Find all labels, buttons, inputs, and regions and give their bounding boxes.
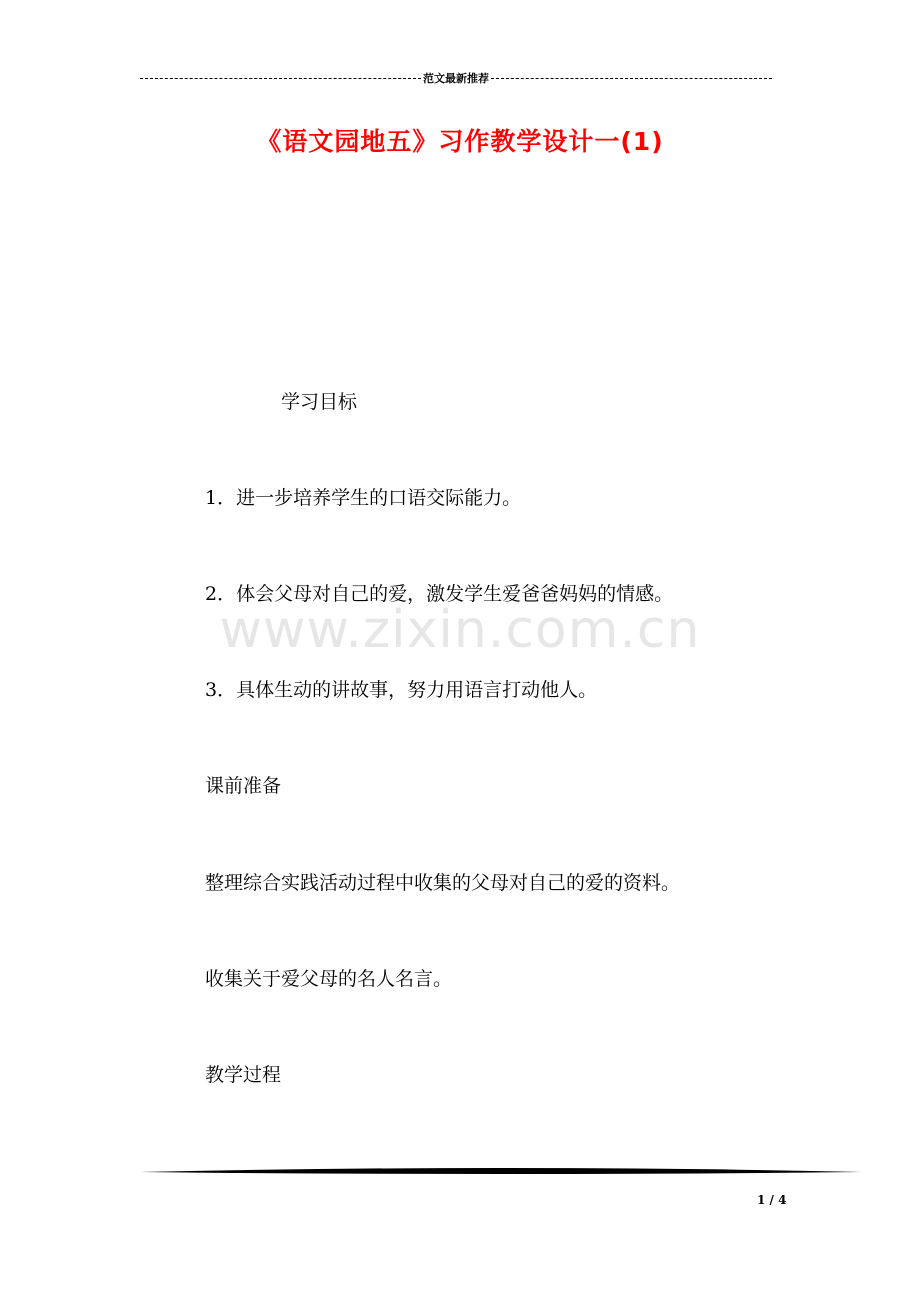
- paragraph-learning-goals: 学习目标: [281, 391, 358, 413]
- watermark: www.zixin.com.cn: [219, 600, 701, 660]
- header-dash-right: [491, 78, 772, 79]
- paragraph-preparation-1: 整理综合实践活动过程中收集的父母对自己的爱的资料。: [205, 872, 681, 894]
- paragraph-process-heading: 教学过程: [205, 1064, 282, 1086]
- paragraph-preparation-2: 收集关于爱父母的名人名言。: [205, 968, 453, 990]
- header-dash-left: [140, 78, 421, 79]
- header-label: 范文最新推荐: [423, 72, 489, 85]
- paragraph-goal-2: 2．体会父母对自己的爱，激发学生爱爸爸妈妈的情感。: [205, 583, 674, 605]
- paragraph-goal-1: 1．进一步培养学生的口语交际能力。: [205, 487, 522, 509]
- footer-divider: [140, 1165, 862, 1179]
- document-title: 《语文园地五》习作教学设计一(1): [256, 127, 664, 156]
- page-number: 1 / 4: [757, 1193, 787, 1207]
- paragraph-goal-3: 3．具体生动的讲故事，努力用语言打动他人。: [205, 679, 598, 701]
- paragraph-preparation-heading: 课前准备: [205, 775, 282, 797]
- page-header: [140, 70, 772, 86]
